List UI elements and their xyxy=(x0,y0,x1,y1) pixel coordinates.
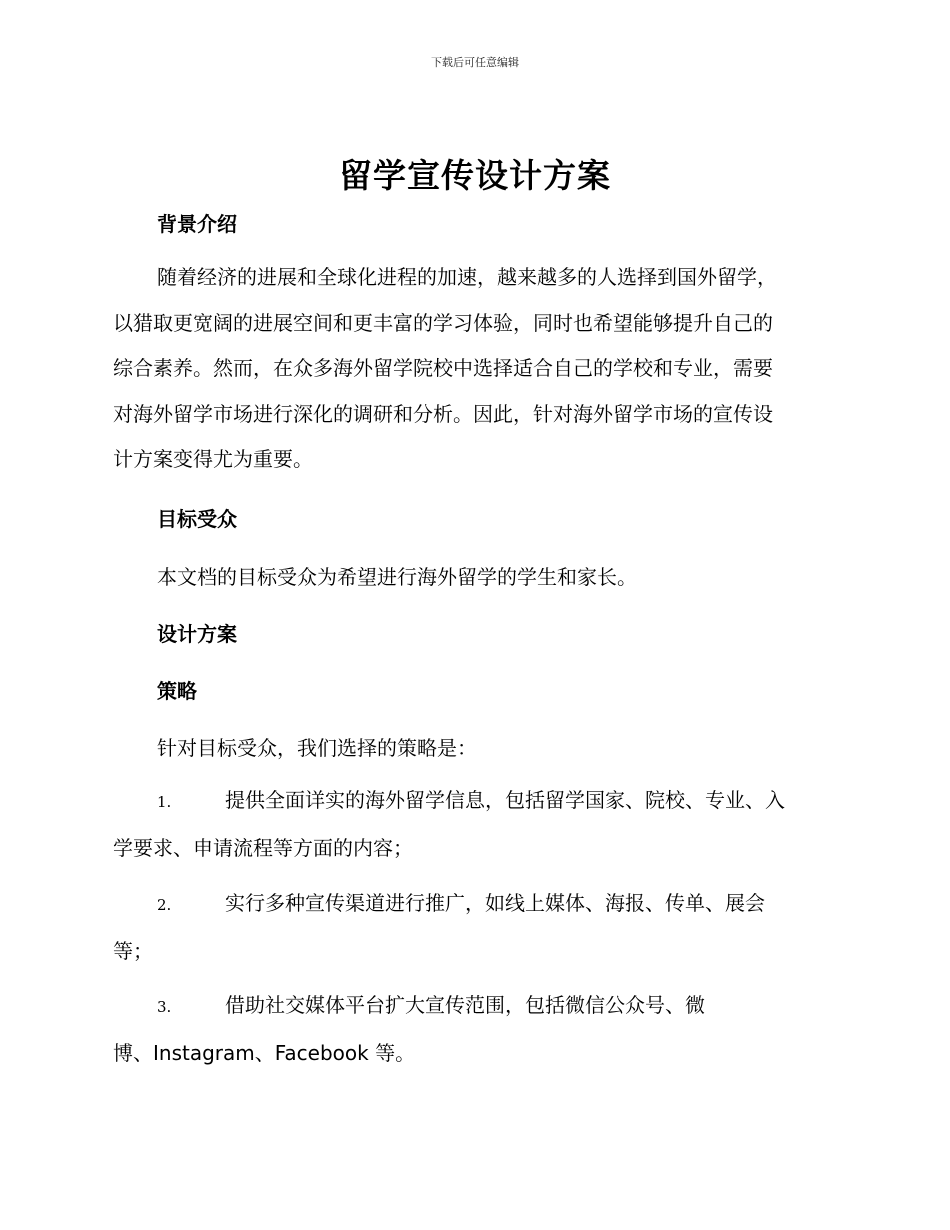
list-item xyxy=(113,778,838,871)
list-text: 实行多种宣传渠道进行推广，如线上媒体、海报、传单、展会 xyxy=(225,891,765,915)
list-item xyxy=(113,983,838,1076)
list-text-continued: 等； xyxy=(113,938,153,963)
list-text-continued: 学要求、申请流程等方面的内容； xyxy=(113,835,413,860)
list-item xyxy=(113,881,838,974)
document-title: 留学宣传设计方案 xyxy=(339,156,611,195)
heading-background: 背景介绍 xyxy=(157,212,237,236)
page-header: 下载后可任意编辑 xyxy=(431,56,519,69)
list-text: 借助社交媒体平台扩大宣传范围，包括微信公众号、微 xyxy=(225,993,705,1017)
list-number: 3. xyxy=(157,998,172,1016)
paragraph-line: 综合素养。然而，在众多海外留学院校中选择适合自己的学校和专业，需要 xyxy=(113,356,773,380)
paragraph-background xyxy=(113,255,838,483)
heading-audience: 目标受众 xyxy=(157,507,237,531)
paragraph-line: 计方案变得尤为重要。 xyxy=(113,447,313,471)
list-number: 1. xyxy=(157,793,172,811)
heading-strategy: 策略 xyxy=(157,679,197,703)
paragraph-line: 以猎取更宽阔的进展空间和更丰富的学习体验，同时也希望能够提升自己的 xyxy=(113,310,773,335)
paragraph-line: 随着经济的进展和全球化进程的加速，越来越多的人选择到国外留学， xyxy=(157,265,777,289)
list-text-continued: 博、Instagram、Facebook 等。 xyxy=(113,1040,416,1065)
paragraph-audience: 本文档的目标受众为希望进行海外留学的学生和家长。 xyxy=(157,565,637,589)
list-number: 2. xyxy=(157,896,172,914)
paragraph-line: 对海外留学市场进行深化的调研和分析。因此，针对海外留学市场的宣传设 xyxy=(113,401,773,426)
paragraph-strategy-intro: 针对目标受众，我们选择的策略是： xyxy=(157,736,477,760)
heading-design: 设计方案 xyxy=(157,622,237,646)
list-text: 提供全面详实的海外留学信息，包括留学国家、院校、专业、入 xyxy=(225,788,785,812)
